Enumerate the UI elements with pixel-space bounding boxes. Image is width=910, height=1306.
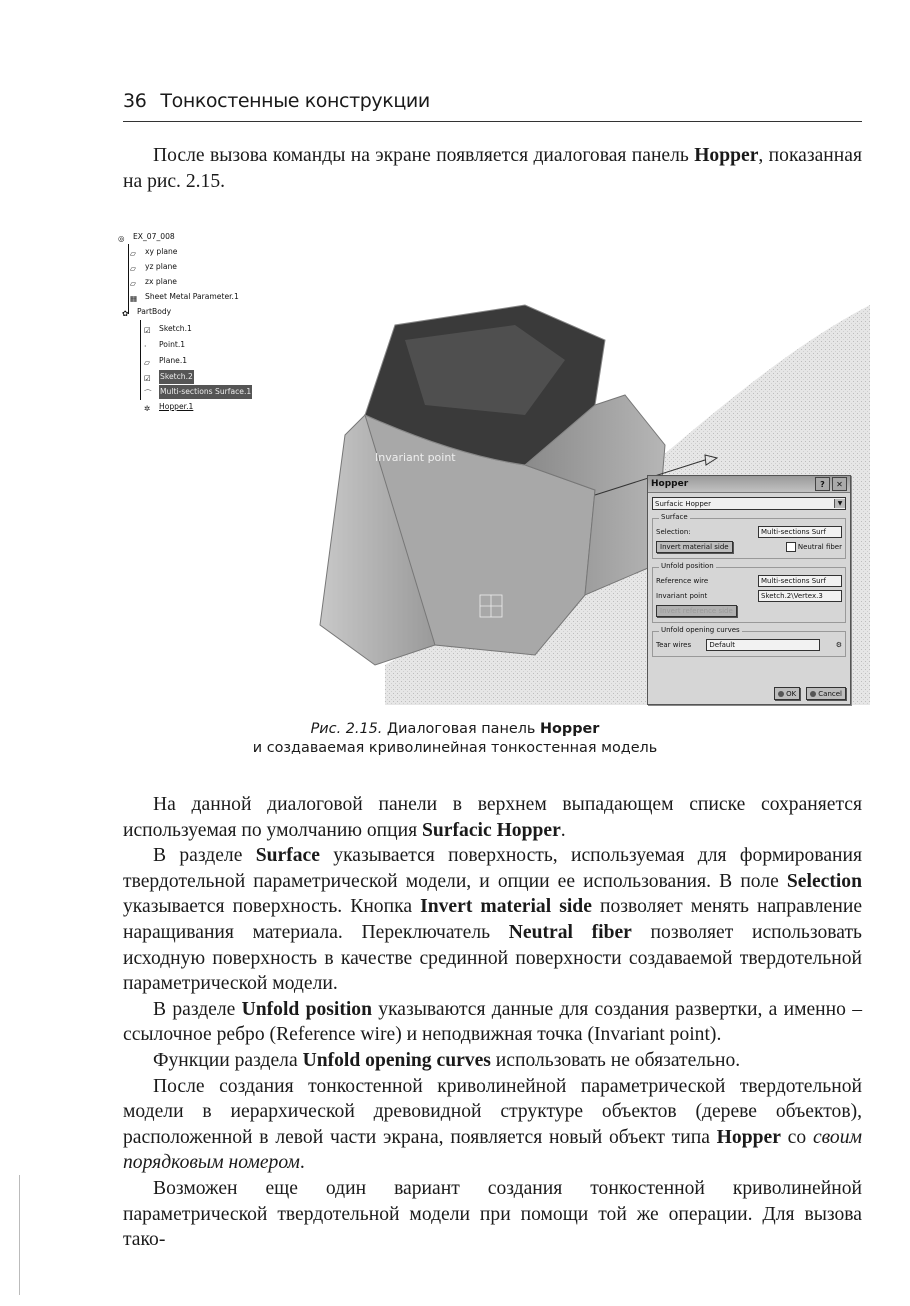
tree-node[interactable] [144, 385, 252, 399]
invert-material-side-button[interactable]: Invert material side [656, 541, 733, 553]
list-icon[interactable]: ⚙ [835, 640, 842, 649]
paragraph: Функции раздела Unfold opening curves использовать не обязательно. [153, 1049, 741, 1071]
close-button[interactable]: ✕ [832, 477, 847, 491]
group-label: Unfold position [661, 562, 714, 570]
hopper-dialog [647, 475, 851, 705]
body-text [123, 792, 862, 1253]
sketch-icon: ☑ [144, 326, 151, 335]
sketch-icon: ☑ [144, 374, 151, 383]
tree-node-label: Plane.1 [159, 356, 188, 365]
tree-node[interactable] [122, 305, 171, 319]
point-icon: · [144, 342, 147, 351]
intro-paragraph [123, 143, 862, 194]
caption-line-2: и создаваемая криволинейная тонкостенная модель [252, 740, 658, 756]
tree-node[interactable] [144, 322, 192, 336]
tree-node-label: PartBody [137, 307, 172, 316]
caption-prefix: Рис. 2.15. [310, 721, 383, 737]
group-label: Unfold opening curves [661, 626, 740, 634]
unfold-position-group [652, 562, 846, 623]
tree-node-label: xy plane [145, 247, 178, 256]
paragraph: На данной диалоговой панели в верхнем выпадающем списке сохраняется используемая по умолчанию опция Surfacic Hopper. [123, 794, 862, 841]
running-title: Тонкостенные конструкции [160, 90, 430, 112]
ok-button[interactable] [774, 687, 800, 700]
chevron-down-icon[interactable]: ▼ [834, 499, 845, 508]
header-rule [123, 121, 862, 122]
tree-node-label: Sketch.2 [159, 370, 194, 384]
selection-field[interactable]: Multi-sections Surf [758, 526, 842, 538]
help-button[interactable]: ? [815, 477, 830, 491]
ok-icon [778, 691, 784, 697]
cancel-button[interactable] [806, 687, 846, 700]
invariant-point-label: Invariant point [375, 451, 456, 464]
tree-node-label: yz plane [145, 262, 177, 271]
figure-2-15 [110, 225, 870, 705]
button-label: Cancel [818, 689, 842, 698]
tree-node[interactable] [130, 275, 177, 289]
tree-node-label: Point.1 [159, 340, 186, 349]
tree-node-label: Hopper.1 [159, 402, 194, 411]
hopper-type-dropdown[interactable] [652, 497, 846, 510]
tree-node-label: EX_07_008 [133, 232, 175, 241]
plane-icon: ▱ [144, 358, 150, 367]
paragraph: Возможен еще один вариант создания тонкостенной криволинейной параметрической твердотельной модели при помощи той же операции. Для вызова тако- [123, 1177, 862, 1251]
plane-icon: ▱ [130, 249, 136, 258]
button-label: OK [786, 689, 797, 698]
text: , показанная на рис. 2.15. [123, 145, 862, 192]
product-icon: ◎ [118, 234, 125, 243]
caption-bold: Hopper [539, 721, 600, 737]
tree-node[interactable] [144, 370, 194, 384]
running-head [123, 90, 430, 112]
neutral-fiber-checkbox[interactable] [786, 542, 842, 552]
dropdown-value: Surfacic Hopper [655, 499, 711, 508]
disabled-action-button[interactable]: Invert reference side [656, 605, 737, 617]
tree-node-label: zx plane [145, 277, 177, 286]
checkbox-label: Neutral fiber [797, 542, 842, 551]
plane-icon: ▱ [130, 264, 136, 273]
reference-wire-label: Reference wire [656, 576, 709, 585]
invariant-point-label: Invariant point [656, 591, 708, 600]
tree-connector [128, 244, 129, 314]
tree-node[interactable] [130, 260, 177, 274]
paragraph: В разделе Unfold position указываются данные для создания развертки, а именно – ссылочное ребро (Reference wire) и неподвижная точка (Invariant point). [123, 998, 862, 1046]
cancel-icon [810, 691, 816, 697]
checkbox-box[interactable] [786, 542, 796, 552]
tree-node[interactable] [130, 245, 177, 259]
invariant-point-field[interactable]: Sketch.2\Vertex.3 [758, 590, 842, 602]
tree-node[interactable] [130, 290, 239, 304]
paragraph: В разделе Surface указывается поверхность, используемая для формирования твердотельной параметрической модели, и опции ее использования. В поле Selection указывается поверхность. Кнопка Invert material side позволяет менять направление наращивания материала. Переключатель Neutral fiber позволяет использовать исходную поверхность в качестве срединной поверхности создаваемой твердотельной параметрической модели. [123, 845, 863, 995]
bold-term: Hopper [694, 145, 759, 166]
tree-node[interactable] [144, 354, 187, 368]
body-icon: ✿ [122, 309, 129, 318]
dialog-title: Hopper [651, 479, 689, 489]
reference-wire-field[interactable]: Multi-sections Surf [758, 575, 842, 587]
paragraph: После создания тонкостенной криволинейной параметрической твердотельной модели в иерархической древовидной структуре объектов (дереве объектов), расположенной в левой части экрана, появляется новый объект типа Hopper со своим порядковым номером. [123, 1075, 862, 1174]
tree-connector [140, 320, 141, 400]
sheet-metal-icon: ▦ [130, 294, 138, 303]
selection-label: Selection: [656, 527, 691, 536]
text: После вызова команды на экране появляется диалоговая панель [153, 145, 695, 166]
surface-group [652, 513, 846, 559]
multisection-icon: ⌒ [144, 389, 152, 398]
tear-wires-field[interactable]: Default [706, 639, 820, 651]
hopper-icon: ✲ [144, 404, 151, 413]
tree-node-label: Sketch.1 [159, 324, 192, 333]
page-number: 36 [123, 90, 147, 112]
tree-node-label: Sheet Metal Parameter.1 [145, 292, 239, 301]
tear-wires-label: Tear wires [656, 640, 692, 649]
group-label: Surface [661, 513, 688, 521]
caption-text: Диалоговая панель [382, 721, 540, 737]
tree-node-label: Multi-sections Surface.1 [159, 385, 252, 399]
unfold-opening-curves-group [652, 626, 846, 657]
figure-caption [0, 720, 910, 758]
tree-node[interactable] [144, 400, 193, 414]
plane-icon: ▱ [130, 279, 136, 288]
tree-node[interactable] [118, 230, 175, 244]
dialog-title-bar[interactable] [648, 476, 850, 493]
tree-node[interactable] [144, 338, 185, 352]
scan-margin-line [19, 1175, 20, 1295]
